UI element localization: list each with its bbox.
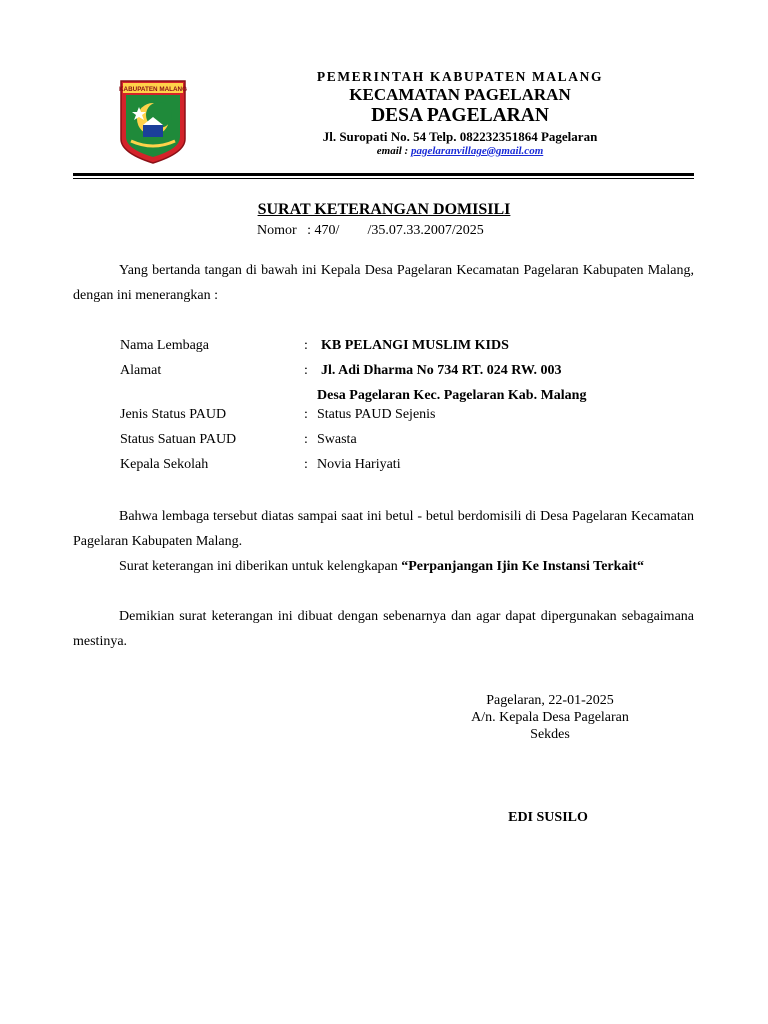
signature-position: Sekdes <box>530 727 570 742</box>
purpose-text: Surat keterangan ini diberikan untuk kelengkapan <box>119 559 402 574</box>
detail-value: Swasta <box>317 432 357 447</box>
detail-value: Novia Hariyati <box>317 457 401 472</box>
letterhead-district: KECAMATAN PAGELARAN <box>349 85 571 104</box>
detail-label: Status Satuan PAUD <box>120 432 237 447</box>
intro-text: Yang bertanda tangan di bawah ini Kepala Desa Pagelaran Kecamatan Pagelaran Kabupaten Malang, dengan ini menerangkan : <box>73 263 694 303</box>
detail-value: Status PAUD Sejenis <box>317 407 436 422</box>
closing-text: Demikian surat keterangan ini dibuat dengan sebenarnya dan agar dapat dipergunakan sebagaimana mestinya. <box>73 609 694 649</box>
detail-colon: : <box>304 363 308 378</box>
letterhead-email <box>260 145 660 158</box>
letterhead-divider-thin <box>73 178 694 179</box>
detail-label: Kepala Sekolah <box>120 457 209 472</box>
signature-on-behalf: A/n. Kepala Desa Pagelaran <box>471 710 629 725</box>
domicile-paragraph <box>73 504 694 554</box>
signature-block <box>450 692 650 743</box>
detail-alamat-continuation: Desa Pagelaran Kec. Pagelaran Kab. Malang <box>317 388 587 403</box>
domicile-text: Bahwa lembaga tersebut diatas sampai saat ini betul - betul berdomisili di Desa Pagelaran Kecamatan Pagelaran Kabupaten Malang. <box>73 509 694 549</box>
purpose-paragraph <box>73 554 694 579</box>
detail-colon: : <box>304 338 308 353</box>
intro-paragraph <box>73 258 694 308</box>
kabupaten-malang-emblem <box>119 79 187 165</box>
emblem-banner-text: KABUPATEN MALANG <box>119 86 187 93</box>
letterhead-village: DESA PAGELARAN <box>371 105 549 126</box>
signatory-name: EDI SUSILO <box>508 810 588 825</box>
email-link[interactable]: pagelaranvillage@gmail.com <box>410 145 544 157</box>
detail-label: Nama Lembaga <box>120 338 210 353</box>
detail-colon: : <box>304 407 308 422</box>
detail-label: Jenis Status PAUD <box>120 407 227 422</box>
letterhead-divider-thick <box>73 173 694 176</box>
detail-colon: : <box>304 432 308 447</box>
detail-label: Alamat <box>120 363 162 378</box>
purpose-emphasis: “Perpanjangan Ijin Ke Instansi Terkait“ <box>401 559 644 574</box>
letterhead-address: Jl. Suropati No. 54 Telp. 082232351864 Pagelaran <box>322 129 598 144</box>
letter-number: Nomor : 470/ /35.07.33.2007/2025 <box>257 223 484 238</box>
detail-value: KB PELANGI MUSLIM KIDS <box>321 338 509 353</box>
letterhead-government: PEMERINTAH KABUPATEN MALANG <box>316 69 604 84</box>
closing-paragraph <box>73 604 694 654</box>
detail-colon: : <box>304 457 308 472</box>
detail-value: Jl. Adi Dharma No 734 RT. 024 RW. 003 <box>321 363 562 378</box>
email-label: email : <box>376 145 411 157</box>
signature-place-date: Pagelaran, 22-01-2025 <box>486 693 614 708</box>
letter-title: SURAT KETERANGAN DOMISILI <box>257 201 511 218</box>
letterhead <box>260 68 660 158</box>
